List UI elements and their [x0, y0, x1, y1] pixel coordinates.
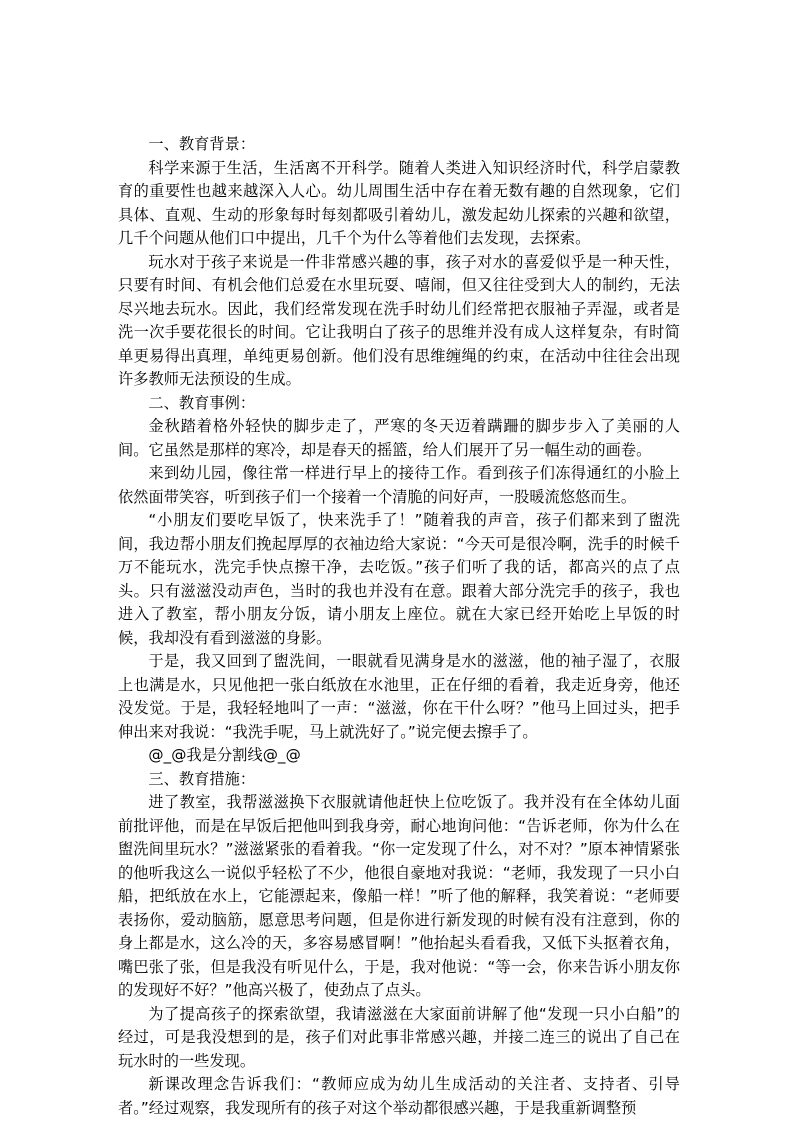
document-body	[118, 133, 680, 1120]
section-heading-measures: 三、教育措施：	[148, 769, 256, 788]
paragraph: “小朋友们要吃早饭了，快来洗手了！”随着我的声音，孩子们都来到了盥洗间，我边帮小朋友们挽起厚厚的衣袖边给大家说：“今天可是很冷啊，洗手的时候千万不能玩水，洗完手快点擦干净，去吃饭。”孩子们听了我的话，都高兴的点了点头。只有滋滋没动声色，当时的我也并没有在意。跟着大部分洗完手的孩子，我也进入了教室，帮小朋友分饭，请小朋友上座位。就在大家已经开始吃上早饭的时候，我却没有看到滋滋的身影。	[118, 511, 680, 647]
paragraph: 进了教室，我帮滋滋换下衣服就请他赶快上位吃饭了。我并没有在全体幼儿面前批评他，而是在早饭后把他叫到我身旁，耐心地询问他：“告诉老师，你为什么在盥洗间里玩水？”滋滋紧张的看着我。“你一定发现了什么，对不对？”原本神情紧张的他听我这么一说似乎轻松了不少，他很自豪地对我说：“老师，我发现了一只小白船，把纸放在水上，它能漂起来，像船一样！”听了他的解释，我笑着说：“老师要表扬你，爱动脑筋，愿意思考问题，但是你进行新发现的时候有没有注意到，你的身上都是水，这么冷的天，多容易感冒啊！”他抬起头看看我，又低下头抠着衣角，嘴巴张了张，但是我没有听见什么，于是，我对他说：“等一会，你来告诉小朋友你的发现好不好？”他高兴极了，使劲点了点头。	[118, 793, 680, 999]
section-heading-background: 一、教育背景：	[148, 135, 256, 153]
paragraph: 来到幼儿园，像往常一样进行早上的接待工作。看到孩子们冻得通红的小脸上依然面带笑容，听到孩子们一个接着一个清脆的问好声，一股暖流悠悠而生。	[118, 464, 680, 506]
paragraph: 为了提高孩子的探索欲望，我请滋滋在大家面前讲解了他“发现一只小白船”的经过，可是我没想到的是，孩子们对此事非常感兴趣，并接二连三的说出了自己在玩水时的一些发现。	[118, 1004, 680, 1070]
paragraph: 于是，我又回到了盥洗间，一眼就看见满身是水的滋滋，他的袖子湿了，衣服上也满是水，只见他把一张白纸放在水池里，正在仔细的看着，我走近身旁，他还没发觉。于是，我轻轻地叫了一声：“滋滋，你在干什么呀？”他马上回过头，把手伸出来对我说：“我洗手呢，马上就洗好了。”说完便去擦手了。	[118, 652, 680, 741]
section-heading-example: 二、教育事例：	[148, 393, 256, 412]
paragraph: 科学来源于生活，生活离不开科学。随着人类进入知识经济时代，科学启蒙教育的重要性也越来越深入人心。幼儿周围生活中存在着无数有趣的自然现象，它们具体、直观、生动的形象每时每刻都吸引着幼儿，激发起幼儿探索的兴趣和欲望，几千个问题从他们口中提出，几千个为什么等着他们去发现，去探索。	[118, 158, 680, 247]
paragraph: 玩水对于孩子来说是一件非常感兴趣的事，孩子对水的喜爱似乎是一种天性，只要有时间、有机会他们总爱在水里玩耍、嘻闹，但又往往受到大人的制约，无法尽兴地去玩水。因此，我们经常发现在洗手时幼儿们经常把衣服袖子弄湿，或者是洗一次手要花很长的时间。它让我明白了孩子的思维并没有成人这样复杂，有时简单更易得出真理，单纯更易创新。他们没有思维缠绳的约束，在活动中往往会出现许多教师无法预设的生成。	[118, 252, 680, 388]
paragraph: 新课改理念告诉我们：“教师应成为幼儿生成活动的关注者、支持者、引导者。”经过观察，我发现所有的孩子对这个举动都很感兴趣，于是我重新调整预	[118, 1075, 680, 1117]
divider-line: @_@我是分割线@_@	[148, 746, 301, 764]
paragraph: 金秋踏着格外轻快的脚步走了，严寒的冬天迈着蹒跚的脚步步入了美丽的人间。它虽然是那样的寒冷，却是春天的摇篮，给人们展开了另一幅生动的画卷。	[118, 417, 680, 459]
